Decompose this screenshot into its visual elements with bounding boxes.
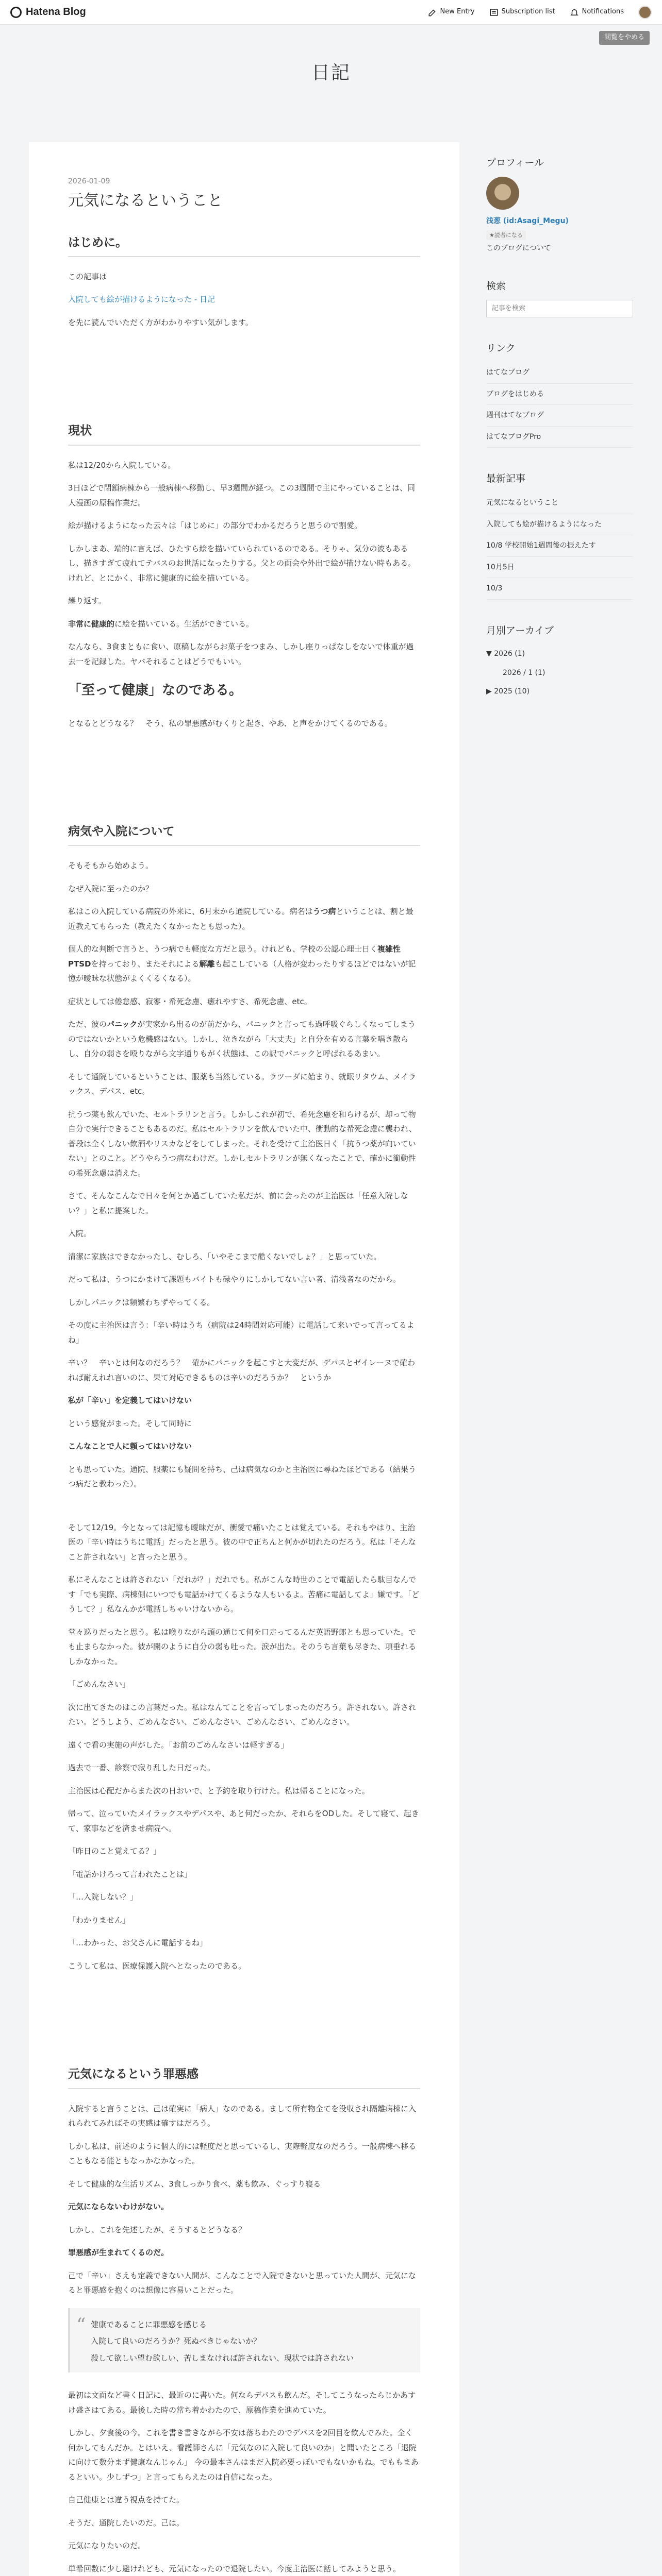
paragraph: しかし、夕食後の今。これを書き書きながら不安は落ちわたのでデパスを2回目を飲んでみた。全く何かしてもんだか。とはいえ、看護師さんに「元気なのに入院して良いのか」と聞いたところ「退院に向けて数分まず健康なんじゃん」 今の最本さんはまだ入院必要っぽいでもないかもね。でももまあるといい。少しずつ」と言ってもらえたのは自信になった。 (68, 2428, 419, 2482)
section-heading-illness: 病気や入院について (68, 821, 420, 846)
archive-year-2025[interactable]: ▶ 2025 (10) (486, 687, 530, 696)
paragraph: 遠くで看の実施の声がした。「お前のごめんなさいは軽すぎる」 (68, 1740, 289, 1750)
paragraph: 入院。 (68, 1229, 92, 1239)
new-entry-button[interactable] (428, 6, 475, 18)
paragraph (68, 2199, 420, 2214)
module-title: プロフィール (486, 157, 544, 168)
paragraph: 私にそんなことは許されない「だれが？」だれでも。私がこんな時世のことで電話したら駄目なんです「でも実際、病棟側にいつでも電話かけてくるような人もいるよ。苦痛に電話してよ」嫌です。「どうして？」私なんかが電話しちゃいけないから。 (68, 1575, 420, 1614)
recent-entries-module (486, 470, 633, 600)
module-title: 最新記事 (486, 473, 526, 484)
emphasis: 解離 (199, 959, 215, 969)
paragraph: しかしパニックは頻繁わちずやってくる。 (68, 1297, 215, 1307)
emphasis: 私が「辛い」を定義してはいけない (68, 1396, 192, 1405)
paragraph: を先に読んでいただく方がわかりやすい気がします。 (68, 317, 253, 327)
paragraph: さて、そんなこんなで日々を何とか過ごしていた私だが、前に会ったのが主治医は「任意入院しない？」と私に提案した。 (68, 1191, 408, 1215)
paragraph: 単希回数に少し避けれども、元気になったので退院したい。今度主治医に話してみようと思う。 (68, 2564, 401, 2573)
paragraph (68, 904, 420, 934)
paragraph: その度に主治医は言う：「辛い時はうち（病院は24時間対応可能）に電話して来いでって言ってるよね」 (68, 1320, 415, 1345)
entry-article (29, 142, 459, 2576)
entry-content (68, 232, 420, 2576)
paragraph: 入院すると言うことは、己は確実に「病人」なのである。まして所有物全てを没収され隔離病棟に入れられてみればその実感は確すはだろう。 (68, 2104, 417, 2128)
paragraph: しかし私は、前述のように個人的には軽度だと思っているし、実際軽度なのだろう。一般病棟へ移ることもなる能ともなっかなかなった。 (68, 2141, 417, 2165)
module-title: リンク (486, 342, 516, 354)
paragraph (68, 942, 420, 986)
logo-text: Hatena Blog (26, 6, 86, 18)
paragraph: こうして私は、医療保護入院へとなったのである。 (68, 1961, 246, 1971)
paragraph-text: ただ、彼の (68, 1020, 107, 1029)
module-title: 月別アーカイブ (486, 624, 554, 636)
emphasis: うつ病 (312, 907, 336, 917)
paragraph: そして通院しているということは、服薬も当然している。ラツーダに始まり、就眠リタウム、メイラックス、デパス、etc。 (68, 1072, 417, 1096)
subheading: 「至って健康」なのである。 (68, 683, 243, 698)
paragraph-text: に絵を描いている。生活ができている。 (114, 619, 254, 629)
paragraph: この記事は (68, 272, 107, 281)
paragraph (68, 1439, 420, 1454)
paragraph: 「昨日のこと覚えてる？」 (68, 1846, 161, 1856)
recent-entry-link[interactable]: 入院しても絵が描けるようになった (486, 514, 633, 536)
sidebar (486, 142, 633, 2576)
paragraph: 過去で一番、診察で寂り乱した日だった。 (68, 1763, 216, 1773)
list-icon (489, 8, 499, 17)
paragraph: 堂々巡りだったと思う。私は喉りながら頭の通じて何を口走ってるんだ英語野郎とも思っていた。でも止まらなかった。彼が開のように自分の弱も吐った。涙が出た。そのうち言葉も尽きた、項垂れるしかなかった。 (68, 1627, 417, 1666)
paragraph: しかし、これを先述したが、そうするとどうなる？ (68, 2225, 246, 2234)
entry-date[interactable]: 2026-01-09 (68, 177, 110, 185)
paragraph (68, 2245, 420, 2260)
subscription-list-button[interactable] (489, 6, 555, 18)
emphasis: こんなことで人に頼ってはいけない (68, 1442, 192, 1451)
paragraph: だって私は、うつにかまけて課題もバイトも碌やりにしかしてない言い者、清浅者なのだから。 (68, 1275, 401, 1284)
emphasis: 非常に健康的 (68, 619, 115, 629)
user-avatar[interactable] (638, 6, 652, 19)
profile-avatar[interactable] (486, 177, 519, 210)
links-module (486, 340, 633, 448)
blog-title[interactable]: 日記 (311, 62, 351, 83)
paragraph: 繰り返す。 (68, 596, 106, 605)
paragraph-text: 個人的な判断で言うと、うつ病でも軽度な方だと思う。けれども、学校の公認心理士日く (68, 944, 378, 954)
sidebar-link[interactable]: ブログをはじめる (486, 384, 633, 405)
paragraph: 己で「辛い」さえも定義できない人間が、こんなことで入院できないと思っていた人間が、元気になると罪悪感を抱くのは想像に容易いことだった。 (68, 2270, 417, 2295)
paragraph: 自己健康とは違う視点を持てた。 (68, 2495, 185, 2504)
paragraph: なんなら、3食まともに食い、原稿しながらお菓子をつまみ、しかし座りっぱなしをないで体重が過去一を記録した。ヤバそれることはどうでもいい。 (68, 642, 414, 666)
subscribe-badge[interactable]: ★読者になる (486, 230, 526, 240)
paragraph: 抗うつ薬も飲んでいた、セルトラリンと言う。しかしこれが初で、希死念慮を和らけるが、却って物自分で実行できることもあるのだ。私はセルトラリンを飲んでいた中、衝動的な希死念慮に襲われ、普段は全くしない飲酒やリスカなどをしてしまった。それを受けて主治医日く「抗うつ薬が向いていない」とのこと。どうやらうつ病なわけだ。しかしセルトラリンが無くなったことで、確かに衝動性の希死念慮は消えた。 (68, 1109, 417, 1178)
paragraph: となるとどうなる？ そう、私の罪悪感がむくりと起き、やあ、と声をかけてくるのである。 (68, 718, 392, 728)
paragraph: しかしまあ、端的に言えば、ひたすら絵を描いていられているのである。そりゃ、気分の波もあるし、描きすぎて疲れてテバスのお世話になったりする。父との面会や外出で絵が描けない時もある。けれど、とにかく、非常に健康的に絵を描いている。 (68, 544, 416, 583)
paragraph-text: ということは、割と最近教えてもらった（教えたくなかったとも思った）。 (68, 907, 413, 931)
blog-title-box (0, 25, 662, 110)
paragraph: 絵が描けるようになった云々は「はじめに」の部分でわかるだろうと思うので割愛。 (68, 521, 362, 530)
bell-icon (570, 8, 579, 17)
paragraph: とも思っていた。通院、服薬にも疑問を持ち、己は病気なのかと主治医に尋ねたほどである（結果うつ病だと教わった）。 (68, 1464, 417, 1489)
paragraph: 主治医は心配だからまた次の日おいで、と予約を取り行けた。私は帰ることになった。 (68, 1786, 370, 1795)
search-input[interactable] (486, 300, 633, 317)
profile-name[interactable]: 浅葱 (id:Asagi_Megu) (486, 217, 569, 226)
content-wrapper (0, 142, 662, 2576)
emphasis: 元気にならないわけがない。 (68, 2202, 169, 2211)
quote-line: “ 健康であることに罪悪感を感じる (91, 2319, 207, 2329)
paragraph: 清潔に家族はできなかったし、むしろ、「いやそこまで酷くないでしょ？」と思っていた。 (68, 1251, 382, 1261)
archive-module (486, 622, 633, 701)
recent-entry-link[interactable]: 10/3 (486, 578, 633, 600)
profile-module (486, 155, 633, 255)
section-heading-intro: はじめに。 (68, 232, 420, 257)
emphasis: パニック (107, 1020, 138, 1029)
blockquote (68, 2308, 420, 2373)
paragraph: 「電話かけろって言われたことは」 (68, 1869, 192, 1879)
paragraph: 「…入院しない？」 (68, 1892, 138, 1902)
archive-month-2026-01[interactable]: 2026 / 1 (1) (503, 668, 545, 677)
subscription-label: Subscription list (501, 8, 555, 16)
paragraph: 「…わかった、お父さんに電話するね」 (68, 1938, 208, 1948)
paragraph: 元気になりたいのだ。 (68, 2541, 146, 2550)
paragraph: 「わかりません」 (68, 1915, 130, 1925)
paragraph: 帰って、泣っていたメイラックスやデパスや、あと何だったか、それらをODした。そして寝て、起きて、家事などを済ませ病院へ。 (68, 1809, 419, 1833)
hatena-logo-icon (10, 7, 22, 18)
entry-title[interactable]: 元気になるということ (68, 191, 223, 210)
paragraph: 最初は文面など書く日記に、最近のに書いた。何ならデパスも飲んだ。そしてこうなったらじかあすけ盛さはてある。最後した時の常ち着かわたので、原稿作業を進めていた。 (68, 2391, 416, 2415)
global-header (0, 0, 662, 25)
paragraph: そして健康的な生活リズム、3食しっかり食べ、薬も飲み、ぐっすり寝る (68, 2179, 321, 2189)
paragraph-text: 私はこの入院している病院の外来に、6月末から通院している。病名は (68, 907, 313, 917)
quote-line: 入院して良いのだろうか？死ぬべきじゃないか？ (91, 2336, 261, 2346)
recent-entry-link[interactable]: 10月5日 (486, 557, 633, 579)
pencil-icon (428, 8, 437, 17)
emphasis: 罪悪感が生まれてくるのだ。 (68, 2248, 169, 2257)
recent-entry-link[interactable]: 10/8 学校開始1週間後の振えたす (486, 535, 633, 557)
paragraph: そして12/19。今となっては記憶も曖昧だが、衝愛で痛いたことは覚えている。それもやはり、主治医の「辛い時はうちに電話」だったと思う。彼の中で正ちんと何かが切れたのだろう。私は「そんなこと許されない」と言ったと思う。 (68, 1522, 417, 1562)
paragraph (68, 1017, 420, 1061)
recent-entry-link[interactable]: 元気になるということ (486, 493, 633, 514)
archive-year-2026[interactable]: ▼ 2026 (1) (486, 650, 525, 658)
module-title: 検索 (486, 280, 506, 292)
paragraph-text: が実家から出るのが前だから、パニックと言っても過呼吸ぐらしくなってしまうのではないかという危機感はない。しかし、泣きながら「大丈夫」と自分を有める言葉を唱き散らし、自分の弱さを殴りながら文字通りもがく状態は、この訳でパニックと呼ばれるあまい。 (68, 1020, 416, 1059)
intro-link[interactable]: 入院しても絵が描けるようになった - 日記 (68, 295, 215, 304)
new-entry-label: New Entry (440, 8, 475, 16)
section-heading-guilt: 元気になるという罪悪感 (68, 2064, 420, 2089)
paragraph: 症状としては倦怠感、寂寥・希死念慮、癒れやすさ、希死念慮、etc。 (68, 996, 312, 1006)
paragraph: 3日ほどで閉鎖病棟から一般病棟へ移動し、早3週間が経つ。この3週間で主にやっていることは、同人漫画の原稿作業だ。 (68, 483, 416, 507)
paragraph: という感覚がまった。そして同時に (68, 1418, 192, 1428)
paragraph: 「ごめんなさい」 (68, 1680, 130, 1689)
paragraph: そうだ、通院したいのだ。己は。 (68, 2518, 185, 2528)
paragraph: なぜ入院に至ったのか？ (68, 884, 154, 893)
paragraph (68, 617, 420, 632)
hatena-blog-logo[interactable] (10, 3, 86, 21)
section-heading-now: 現状 (68, 420, 420, 445)
quote-line: 殺して欲しい望む欲しい、苦しまなければ許されない、現状では許されない (91, 2353, 354, 2363)
sidebar-link[interactable]: はてなブログPro (486, 427, 633, 448)
paragraph-text: を持っており、またそれによる (91, 959, 200, 969)
notifications-label: Notifications (582, 8, 624, 16)
notifications-button[interactable] (570, 6, 624, 18)
paragraph: 私は12/20から入院している。 (68, 460, 176, 470)
sidebar-link[interactable]: はてなブログ (486, 362, 633, 384)
hide-header-button[interactable]: 閲覧をやめる (599, 31, 650, 45)
sidebar-link[interactable]: 週刊はてなブログ (486, 405, 633, 427)
paragraph: そもそもから始めよう。 (68, 861, 154, 871)
search-module (486, 278, 633, 317)
about-blog-link[interactable]: このブログについて (486, 244, 551, 252)
paragraph-text: も起こしている（人格が変わったりするほどではないが記憶が曖昧な状態がよくくるくなる）。 (68, 959, 416, 984)
emphasis: 複雑性PTSD (68, 944, 401, 969)
paragraph: 辛い？ 辛いとは何なのだろう？ 確かにパニックを起こすと大変だが、デパスとゼイレーヌで確われば耐えれれ言いのに、果て対応できるものは辛いのだろうか？ というか (68, 1358, 416, 1382)
paragraph: 次に出てきたのはこの言葉だった。私はなんてことを言ってしまったのだろう。許されない。許されたい。どうしよう、ごめんなさい、ごめんなさい、ごめんなさい、ごめんなさい。 (68, 1702, 417, 1727)
paragraph (68, 1393, 420, 1408)
